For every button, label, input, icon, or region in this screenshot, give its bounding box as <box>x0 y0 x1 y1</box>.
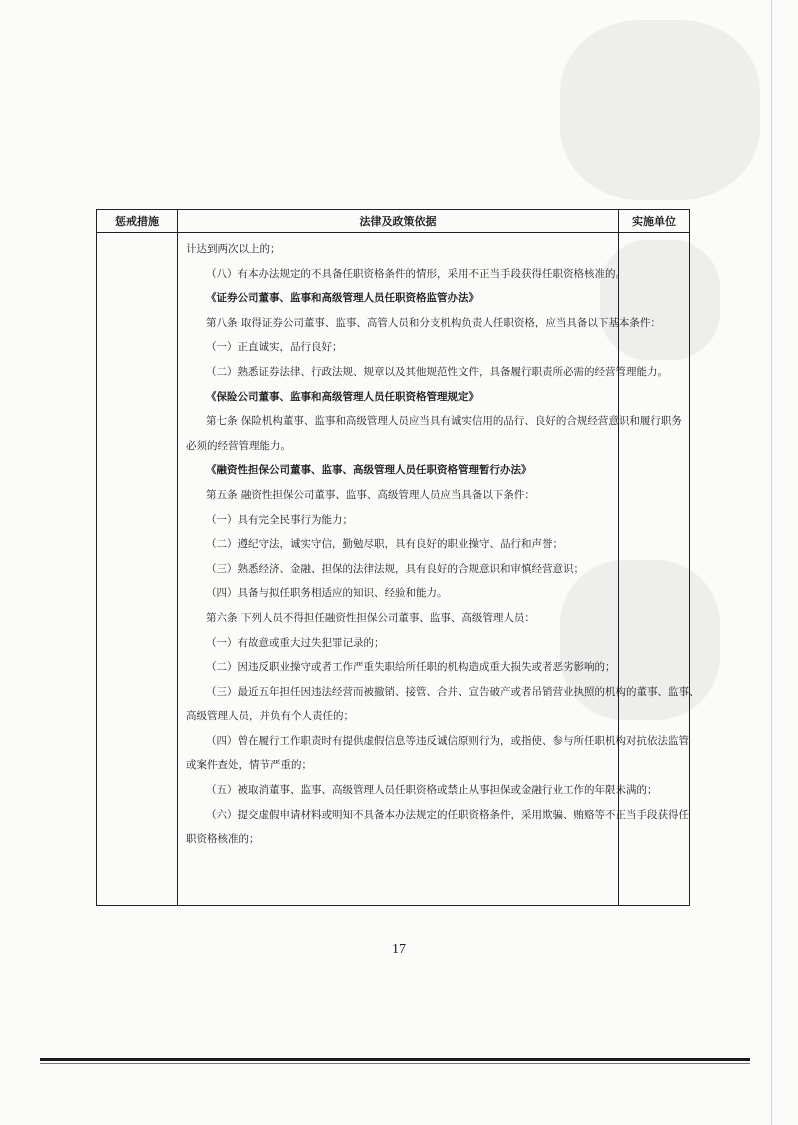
policy-basis-table <box>96 209 700 906</box>
bottom-rule <box>40 1058 750 1061</box>
text-line: （三）最近五年担任因违法经营而被撤销、接管、合并、宣告破产或者吊销营业执照的机构的董事、监事、 <box>206 685 700 698</box>
text-line: （一）正直诚实，品行良好； <box>206 341 343 354</box>
page-edge <box>771 0 772 1125</box>
legal-basis-text <box>178 233 700 852</box>
header-disciplinary-measures: 惩戒措施 <box>97 210 178 233</box>
text-line: 第五条 融资性担保公司董事、监事、高级管理人员应当具备以下条件： <box>206 488 535 501</box>
scan-smudge <box>560 20 760 200</box>
text-line: 高级管理人员，并负有个人责任的； <box>186 710 354 723</box>
text-line: （二）熟悉证券法律、行政法规、规章以及其他规范性文件，具备履行职责所必需的经营管理能力。 <box>206 365 668 378</box>
text-line: （一）有故意或重大过失犯罪记录的； <box>206 636 385 649</box>
text-line: 第七条 保险机构董事、监事和高级管理人员应当具有诚实信用的品行、良好的合规经营意识和履行职务 <box>206 415 682 428</box>
table-row <box>97 233 690 906</box>
bottom-rule-thin <box>40 1063 750 1064</box>
text-line: （二）遵纪守法，诚实守信，勤勉尽职，具有良好的职业操守、品行和声誉； <box>206 538 563 551</box>
text-line: （四）具备与拟任职务相适应的知识、经验和能力。 <box>206 587 448 600</box>
text-line: （六）提交虚假申请材料或明知不具备本办法规定的任职资格条件，采用欺骗、贿赂等不正当手段获得任 <box>206 808 689 821</box>
text-line: 《证券公司董事、监事和高级管理人员任职资格监管办法》 <box>206 292 479 305</box>
table-header-row <box>97 210 690 233</box>
text-line: （三）熟悉经济、金融、担保的法律法规，具有良好的合规意识和审慎经营意识； <box>206 562 584 575</box>
text-line: （二）因违反职业操守或者工作严重失职给所任职的机构造成重大损失或者恶劣影响的； <box>206 661 616 674</box>
text-line: 《融资性担保公司董事、监事、高级管理人员任职资格管理暂行办法》 <box>206 464 532 477</box>
text-line: 《保险公司董事、监事和高级管理人员任职资格管理规定》 <box>206 390 479 403</box>
header-implementing-unit: 实施单位 <box>619 210 690 233</box>
text-line: （一）具有完全民事行为能力； <box>206 513 353 526</box>
text-line: 第六条 下列人员不得担任融资性担保公司董事、监事、高级管理人员： <box>206 611 535 624</box>
legal-basis-cell <box>178 233 700 906</box>
text-line: （四）曾在履行工作职责时有提供虚假信息等违反诚信原则行为，或指使、参与所任职机构对抗依法监管 <box>206 734 689 747</box>
header-legal-basis: 法律及政策依据 <box>178 210 619 233</box>
text-line: （五）被取消董事、监事、高级管理人员任职资格或禁止从事担保或金融行业工作的年限未满的； <box>206 784 658 797</box>
disciplinary-measures-cell <box>97 233 178 906</box>
text-line: 计达到两次以上的； <box>186 243 281 255</box>
page-number: 17 <box>392 942 406 957</box>
text-line: （八）有本办法规定的不具备任职资格条件的情形，采用不正当手段获得任职资格核准的。 <box>206 267 626 280</box>
text-line: 职资格核准的； <box>186 833 260 846</box>
text-line: 必须的经营管理能力。 <box>186 439 291 452</box>
text-line: 第八条 取得证券公司董事、监事、高管人员和分支机构负责人任职资格，应当具备以下基本条件： <box>206 316 661 329</box>
text-line: 或案件查处，情节严重的； <box>186 759 312 772</box>
